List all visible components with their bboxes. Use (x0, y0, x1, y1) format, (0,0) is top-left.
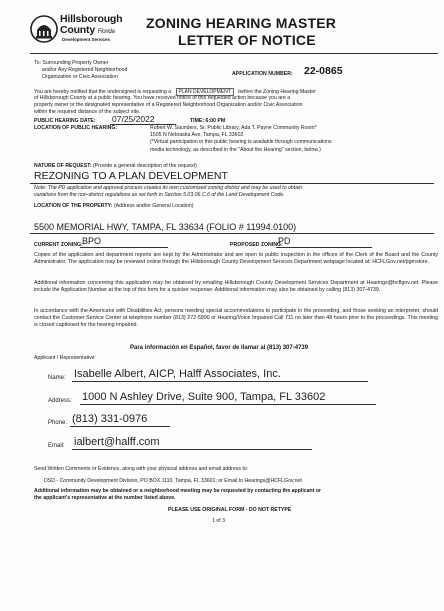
courthouse-seal-icon (30, 14, 58, 44)
logo-name-line1: Hillsborough (60, 13, 123, 25)
current-zoning-value: BPO (82, 236, 102, 246)
application-number-label: APPLICATION NUMBER: (232, 71, 293, 77)
hearing-location-label: LOCATION OF PUBLIC HEARING: (34, 125, 118, 131)
hearing-location-line2: 1505 N Nebraska Ave, Tampa, FL 33602 (150, 132, 244, 138)
page-number: 1 of 3 (212, 518, 225, 524)
nature-note-line1: Note: The PD application and approval process creates its own customized zoning district and may be used to obtain (34, 185, 303, 191)
logo-county: County (60, 24, 95, 36)
applicant-address-underline (80, 404, 376, 405)
logo-name-line2 (60, 24, 115, 36)
county-seal-logo (30, 14, 58, 44)
nature-of-request-value: REZONING TO A PLAN DEVELOPMENT (34, 170, 228, 182)
proposed-zoning-underline (276, 247, 372, 248)
hearing-date-value: 07/25/2022 (112, 114, 155, 124)
logo-dept: Development Services (62, 37, 111, 42)
header-divider (30, 53, 438, 54)
hearing-date-label: PUBLIC HEARING DATE: (34, 118, 96, 124)
info-paragraph-copies: Copies of the application and department reports are kept by the Administrator and are open to public inspection in the offices of the Clerk of the Board and the County Administrator. The application may be reviewed online through the Hillsborough County Development Services Department webpage located at: HCFLGov.net/pgmstore. (34, 252, 438, 266)
original-form-note: PLEASE USE ORIGINAL FORM - DO NOT RETYPE (168, 507, 292, 513)
current-zoning-label: CURRENT ZONING: (34, 242, 83, 248)
recipient-line1: To: Surrounding Property Owner (34, 60, 109, 66)
info-paragraph-ada: In accordance with the Americans with Disabilities Act, persons needing special accommodations to participate in the proceeding, and those seeking an interpreter, should contact the Customer Service Center at telephone number (813) 272-5900 or Hearing/Voice Impaired Call 711 no later than 48 hours prior to the proceedings. This meeting is closed captioned for the hearing impaired. (34, 308, 438, 329)
nature-of-request-label: NATURE OF REQUEST: (Provide a general description of the request) (34, 163, 197, 169)
page-title: ZONING HEARING MASTER (146, 15, 337, 31)
spanish-info-line: Para información en Español, favor de llamar al (813) 307-4739 (130, 345, 309, 351)
applicant-section-label: Applicant / Representative (34, 355, 95, 361)
recipient-line3: Organization or Civic Association (42, 74, 118, 80)
send-comments-line: Send Written Comments or Evidence, along with your physical address and email address to: (34, 466, 249, 472)
nature-note-line2: variations from the non-district regulations as set forth in Section 5.03.06.C.6 of the Land Development Code. (34, 192, 285, 198)
applicant-email-value: ialbert@halff.com (74, 436, 160, 448)
applicant-name-label: Name: (48, 375, 66, 381)
applicant-email-label: Email: (48, 443, 65, 449)
applicant-address-label: Address: (48, 398, 72, 404)
proposed-zoning-label: PROPOSED ZONING: (230, 242, 283, 248)
nature-underline (30, 183, 434, 184)
notice-line3: property owner or the designated representative of a Registered Neighborhood Organization and/or Civic Association (34, 102, 303, 108)
applicant-phone-underline (70, 426, 170, 427)
info-paragraph-additional: Additional information concerning this application may be obtained by emailing Hillsborough County Development Services Department at Hearings@hcflgov.net. Please include the Application Number at the top of this form for a quicker response. Additional information may also be obtained by calling (813) 307-4739. (34, 280, 438, 294)
proposed-zoning-value: PD (278, 236, 291, 246)
notice-line4: within the required distance of the subject site. (34, 109, 141, 115)
location-underline (30, 233, 434, 234)
dsd-address-line: DSD - Community Development Division, PO BOX 1110, Tampa, FL 33601; or Email to Hearings@HCFLGov.net (44, 478, 302, 484)
current-zoning-underline (80, 247, 168, 248)
additional-info-line1: Additional information may be obtained or a neighborhood meeting may be requested by contacting the applicant or (34, 488, 322, 494)
page-subtitle: LETTER OF NOTICE (178, 32, 316, 48)
applicant-address-value: 1000 N Ashley Drive, Suite 900, Tampa, FL 33602 (82, 391, 326, 403)
logo-state: Florida (97, 29, 115, 35)
hearing-time: TIME: 6:00 PM (190, 118, 226, 124)
recipient-line2: and/or Any Registered Neighborhood (42, 67, 128, 73)
notice-line2: of Hillsborough County at a public hearing. You have received notice of this requested action because you are a (34, 95, 291, 101)
notice-line1: You are hereby notified that the undersigned is requesting a PLAN DEVELOPMENT before the Zoning Hearing Master (34, 89, 316, 95)
applicant-phone-label: Phone: (48, 420, 68, 426)
applicant-phone-value: (813) 331-0976 (72, 413, 148, 425)
request-type-value: PLAN DEVELOPMENT (176, 88, 234, 96)
hearing-location-line3: (*Virtual participation in this public hearing is available through communications (150, 139, 332, 145)
applicant-name-underline (72, 381, 368, 382)
applicant-name-value: Isabelle Albert, AICP, Halff Associates, Inc. (74, 368, 281, 380)
additional-info-line2: the applicant's representative at the number listed above. (34, 495, 176, 501)
application-number-value: 22-0865 (304, 65, 343, 77)
property-location-value: 5500 MEMORIAL HWY, TAMPA, FL 33634 (FOLIO # 11994.0100) (34, 222, 297, 232)
property-location-label: LOCATION OF THE PROPERTY: (Address and/or General Location) (34, 203, 194, 209)
applicant-email-underline (72, 449, 312, 450)
hearing-location-line4: media technology, as described in the "About the Hearing" section, below.) (150, 147, 321, 153)
hearing-location-line1: Robert W. Saunders, Sr. Public Library, Ada T. Payne Community Room* (150, 125, 317, 131)
